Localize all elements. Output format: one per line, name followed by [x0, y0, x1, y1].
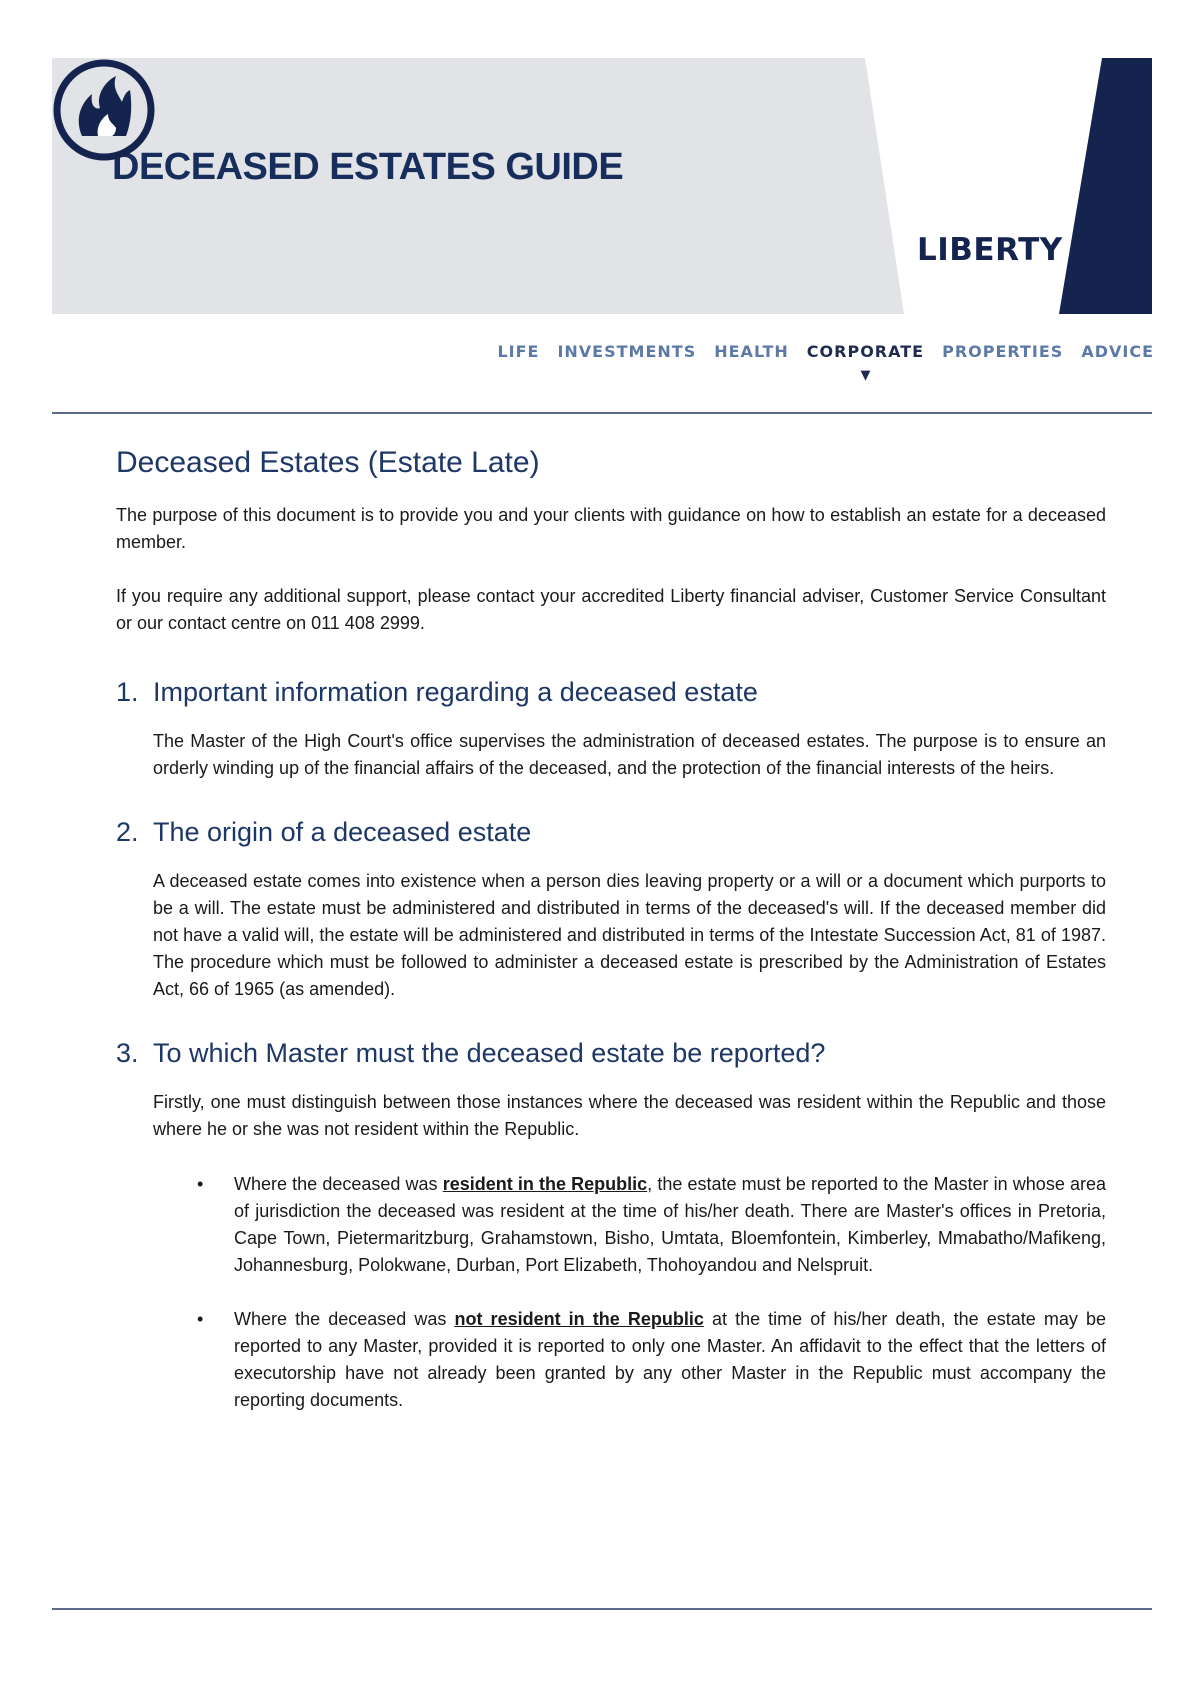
brand-name: LIBERTY: [917, 232, 1063, 268]
flame-in-circle-icon: [52, 58, 156, 162]
top-divider: [52, 412, 1152, 414]
nav-item-investments[interactable]: INVESTMENTS: [557, 342, 697, 361]
nav-item-properties[interactable]: PROPERTIES: [942, 342, 1064, 361]
section-3: [116, 1038, 1106, 1414]
nav-item-corporate[interactable]: [806, 342, 925, 383]
section-paragraph: Firstly, one must distinguish between those instances where the deceased was resident within the Republic and those where he or she was not resident within the Republic.: [153, 1092, 1106, 1139]
nav-item-health[interactable]: HEALTH: [714, 342, 789, 361]
section-2: [116, 817, 1106, 1003]
nav-item-advice[interactable]: ADVICE: [1081, 342, 1154, 361]
nav-item-corporate-label: CORPORATE: [806, 342, 925, 361]
section-number: 3.: [116, 1038, 139, 1068]
bullet-icon: •: [197, 1174, 204, 1194]
bullet-icon: •: [197, 1309, 204, 1329]
list-item: • Where the deceased was resident in the Republic, the estate must be reported to the Master in whose area of jurisdiction the deceased was resident at the time of his/her death. There are Master's offices in Pretoria, Cape Town, Pietermaritzburg, Grahamstown, Bisho, Umtata, Bloemfontein, Kimberley, Mmabatho/Mafikeng, Johannesburg, Polokwane, Durban, Port Elizabeth, Thohoyandou and Nelspruit.: [234, 1171, 1106, 1279]
section-title: Important information regarding a deceased estate: [153, 677, 758, 707]
section-title: The origin of a deceased estate: [153, 817, 532, 847]
list-item: • Where the deceased was not resident in the Republic at the time of his/her death, the estate may be reported to any Master, provided it is reported to only one Master. An affidavit to the effect that the letters of executorship have not already been granted by any other Master in the Republic must accompany the reporting documents.: [234, 1306, 1106, 1414]
document-body: [116, 446, 1106, 1441]
support-paragraph: If you require any additional support, please contact your accredited Liberty financial adviser, Customer Service Consultant or our contact centre on 011 408 2999.: [116, 586, 1106, 633]
document-title: DECEASED ESTATES GUIDE: [112, 146, 624, 188]
section-paragraph: The Master of the High Court's office supervises the administration of deceased estates. The purpose is to ensure an orderly winding up of the financial affairs of the deceased, and the protection of the financial interests of the heirs.: [153, 731, 1106, 778]
bottom-divider: [52, 1608, 1152, 1610]
caret-down-icon: ▼: [860, 368, 871, 383]
page-heading: Deceased Estates (Estate Late): [116, 446, 540, 479]
banner-navy-stripe: [1059, 58, 1152, 314]
nav-item-life[interactable]: LIFE: [497, 342, 540, 361]
section-1: [116, 677, 1106, 782]
section-heading: [116, 677, 1106, 708]
section-title: To which Master must the deceased estate be reported?: [153, 1038, 826, 1068]
section-body: [153, 728, 1106, 782]
header-banner: [52, 58, 1152, 314]
business-nav: [497, 342, 1154, 383]
section-body: [153, 1089, 1106, 1143]
section-heading: [116, 817, 1106, 848]
section-body: [153, 868, 1106, 1003]
section-number: 2.: [116, 817, 139, 847]
jurisdiction-list: [116, 1171, 1106, 1414]
emphasis-text: resident in the Republic: [442, 1174, 648, 1194]
emphasis-text: not resident in the Republic: [454, 1309, 704, 1329]
section-number: 1.: [116, 677, 139, 707]
intro-paragraph: The purpose of this document is to provide you and your clients with guidance on how to establish an estate for a deceased member.: [116, 505, 1106, 552]
section-heading: [116, 1038, 1106, 1069]
section-paragraph: A deceased estate comes into existence when a person dies leaving property or a will or a document which purports to be a will. The estate must be administered and distributed in terms of the deceased's will. If the deceased member did not have a valid will, the estate will be administered and distributed in terms of the Intestate Succession Act, 81 of 1987. The procedure which must be followed to administer a deceased estate is prescribed by the Administration of Estates Act, 66 of 1965 (as amended).: [153, 871, 1106, 999]
